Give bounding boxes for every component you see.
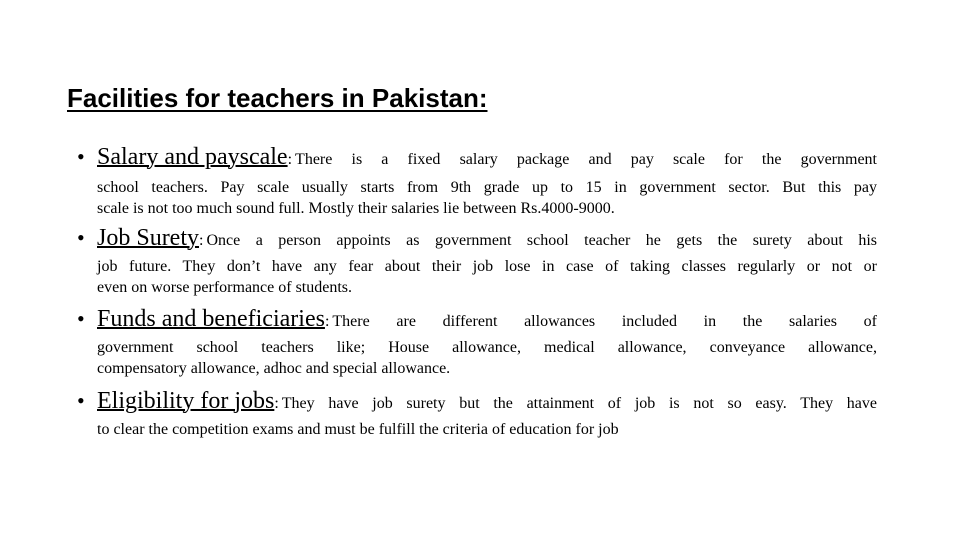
bullet-text-line: school teachers. Pay scale usually starts from 9th grade up to 15 in government sector. But this pay: [97, 179, 877, 196]
bullet-text-line: even on worse performance of students.: [97, 279, 353, 296]
bullet-dot: •: [77, 388, 85, 413]
bullet-dot: •: [77, 144, 85, 169]
bullet-separator: :: [324, 313, 330, 330]
bullet-text-line: scale is not too much sound full. Mostly their salaries lie between Rs.4000-9000.: [97, 200, 615, 217]
bullet-separator: :: [199, 232, 204, 249]
bullet-text: There are different allowances included in the salaries of: [332, 313, 877, 330]
bullet-text: They have job surety but the attainment of job is not so easy. They have: [281, 395, 877, 412]
bullet-funds: [77, 306, 877, 379]
bullet-text-line: job future. They don’t have any fear about their job lose in case of taking classes regularly or not or: [97, 258, 877, 275]
bullet-dot: •: [77, 225, 85, 250]
bullet-dot: •: [77, 306, 85, 331]
bullet-heading: Salary and payscale: [97, 144, 288, 170]
bullet-text-line: to clear the competition exams and must be fulfill the criteria of education for job: [97, 421, 619, 438]
bullet-text: Once a person appoints as government school teacher he gets the surety about his: [206, 232, 877, 249]
bullet-text-line: compensatory allowance, adhoc and special allowance.: [97, 360, 451, 377]
bullet-job-surety: [77, 225, 877, 298]
bullet-heading: Funds and beneficiaries: [97, 306, 325, 332]
bullet-separator: :: [274, 395, 279, 412]
slide-title: Facilities for teachers in Pakistan:: [67, 83, 488, 113]
bullet-text: There is a fixed salary package and pay scale for the government: [295, 151, 877, 168]
bullet-text-line: government school teachers like; House allowance, medical allowance, conveyance allowance,: [97, 339, 877, 356]
bullet-separator: :: [287, 151, 293, 168]
bullet-eligibility: [77, 388, 877, 440]
bullet-heading: Job Surety: [97, 225, 199, 251]
bullet-heading: Eligibility for jobs: [97, 388, 275, 414]
bullet-salary: [77, 144, 877, 219]
